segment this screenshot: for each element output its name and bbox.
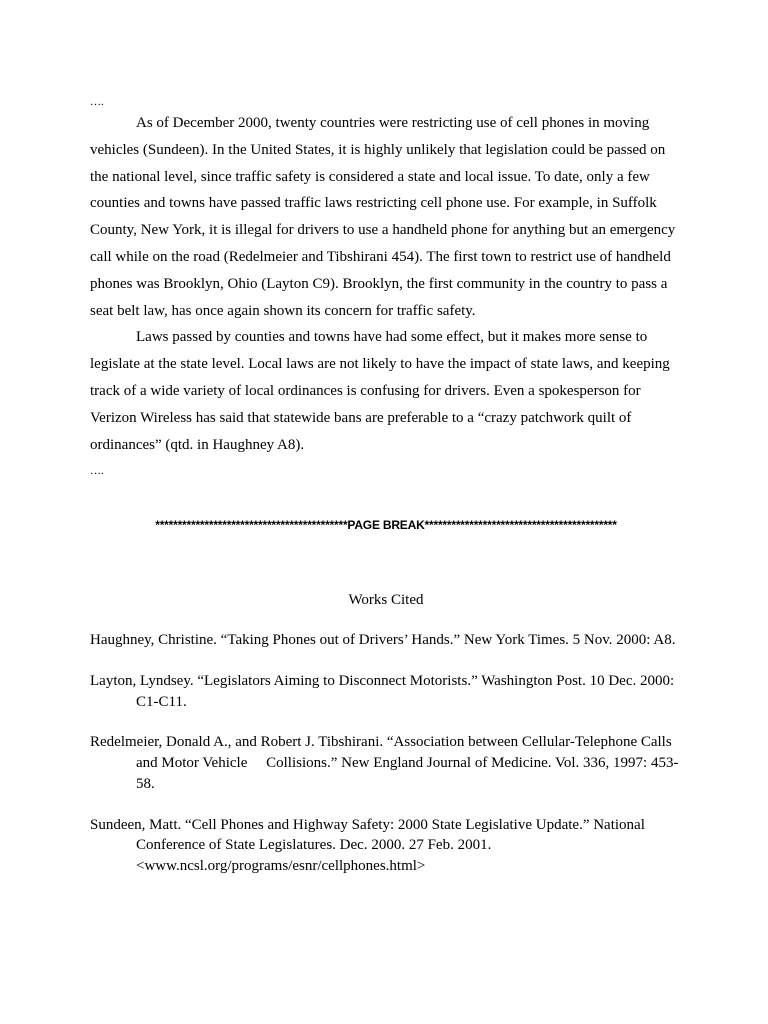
essay-paragraph-2: Laws passed by counties and towns have had some effect, but it makes more sense to legislate at the state level. Local laws are not likely to have the impact of state laws, and keeping track of a wide variety of local ordinances is confusing for drivers. Even a spokesperson for Verizon Wireless has said that statewide bans are preferable to a “crazy patchwork quilt of ordinances” (qtd. in Haughney A8).: [90, 329, 670, 453]
document-page: [90, 88, 682, 877]
citation-entry: Redelmeier, Donald A., and Robert J. Tibshirani. “Association between Cellular-Telephone Calls and Motor Vehicle Collisions.” New England Journal of Medicine. Vol. 336, 1997: 453-58.: [90, 734, 679, 792]
works-cited-title: Works Cited: [348, 592, 424, 609]
citation-entry: Sundeen, Matt. “Cell Phones and Highway Safety: 2000 State Legislative Update.” National Conference of State Legislatures. Dec. 2000. 27 Feb. 2001. <www.ncsl.org/programs/esnr/cellphones.html>: [90, 816, 645, 874]
ellipsis-bottom: ….: [90, 465, 104, 478]
citation-entry: Haughney, Christine. “Taking Phones out of Drivers’ Hands.” New York Times. 5 Nov. 2000: A8.: [90, 632, 676, 649]
ellipsis-top: ….: [90, 96, 104, 108]
page-break-marker: *******************************************PAGE BREAK*******************************************: [155, 518, 617, 533]
essay-paragraph-1: As of December 2000, twenty countries were restricting use of cell phones in moving vehicles (Sundeen). In the United States, it is highly unlikely that legislation could be passed on the national level, since traffic safety is considered a state and local issue. To date, only a few counties and towns have passed traffic laws restricting cell phone use. For example, in Suffolk County, New York, it is illegal for drivers to use a handheld phone for anything but an emergency call while on the road (Redelmeier and Tibshirani 454). The first town to restrict use of handheld phones was Brooklyn, Ohio (Layton C9). Brooklyn, the first community in the country to pass a seat belt law, has once again shown its concern for traffic safety.: [90, 115, 676, 319]
citation-entry: Layton, Lyndsey. “Legislators Aiming to Disconnect Motorists.” Washington Post. 10 Dec. 2000: C1-C11.: [90, 673, 675, 710]
